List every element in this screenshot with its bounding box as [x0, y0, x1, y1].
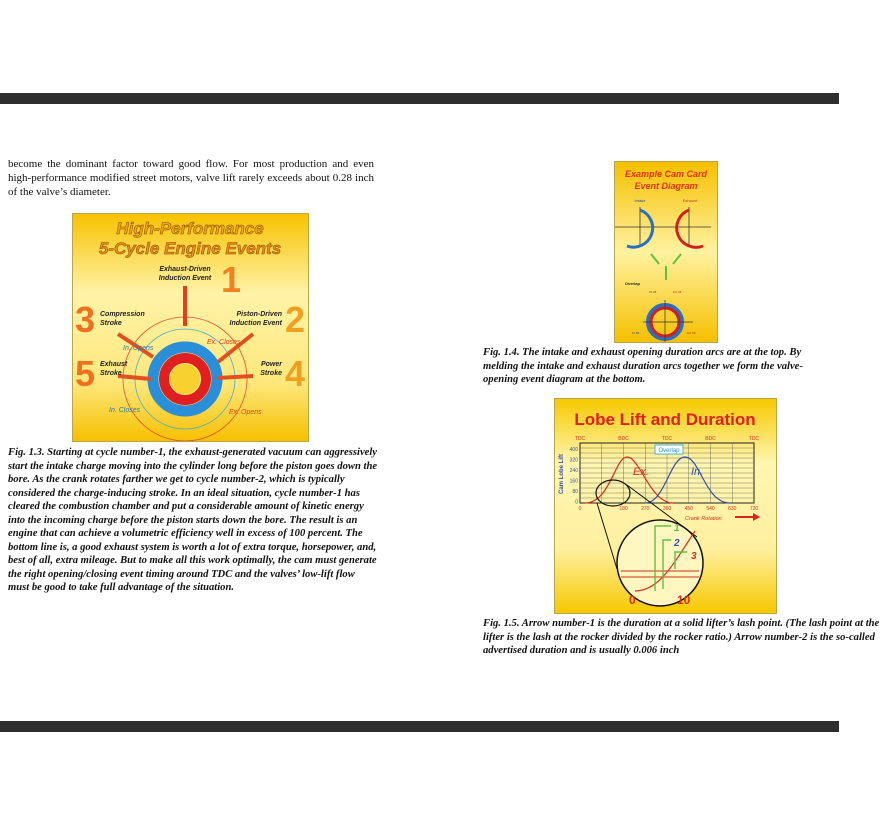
- label-overlap: Overlap: [658, 448, 680, 454]
- cycle-number-5: 5: [74, 353, 96, 394]
- label-induction-event-2: Induction Event: [229, 320, 282, 327]
- top-label: BDC: [618, 436, 629, 442]
- fig13-title-line2: 5-Cycle Engine Events: [98, 239, 282, 258]
- label-ex-opens: Ex. Opens: [229, 409, 262, 416]
- x-axis-label: Crank Rotation: [685, 516, 722, 522]
- figure-1-3-caption: Fig. 1.3. Starting at cycle number-1, the exhaust-generated vacuum can aggressively start the intake charge moving into the cylinder long before the piston goes down the bore. As the crank rotates farther we get to cycle number-2, which is typically considered the charge-inducing stroke. In an ideal situation, cycle number-1 has cleared the combustion chamber and put a considerable amount of kinetic energy into the incoming charge before the piston starts down the bore. The result is an engine that can achieve a volumetric efficiency well in excess of 100 percent. The bottom line is, a good exhaust system is worth a lot of extra torque, horsepower, and, best of all, extra mileage. But to make all this work optimally, the cam must generate the right opening/closing event timing around TDC and the valves’ low-lift flow must be good to take full advantage of the situation.: [8, 447, 378, 593]
- x-tick: 360: [662, 506, 672, 512]
- label-exhaust-driven: Exhaust-Driven: [159, 266, 211, 273]
- arrow-label-2: 2: [674, 538, 680, 549]
- cycle-number-2: 2: [284, 299, 306, 340]
- label-exhaust: Exhaust: [100, 361, 128, 368]
- zoom-tick-0: 0: [629, 593, 636, 607]
- x-tick: 0: [578, 506, 582, 512]
- label-stroke-5: Stroke: [100, 370, 122, 377]
- fig15-title: Lobe Lift and Duration: [574, 410, 756, 429]
- arrow-label-3: 3: [691, 551, 697, 562]
- zoom-tick-10: 10: [677, 593, 691, 607]
- label-stroke-4: Stroke: [260, 370, 282, 377]
- cycle-number-4: 4: [284, 353, 306, 394]
- label-ic: IC 58: [632, 331, 640, 335]
- y-tick: 320: [569, 457, 578, 464]
- fig14-title-line2: Event Diagram: [634, 181, 698, 191]
- figure-1-4-cam-card: [614, 161, 718, 343]
- x-tick: 630: [728, 506, 737, 512]
- label-compression: Compression: [100, 311, 145, 318]
- figure-1-5-caption: Fig. 1.5. Arrow number-1 is the duration at a solid lifter’s lash point. (The lash point at the lifter is the lash at the rocker divided by the rocker ratio.) Arrow number-2 is the so-called advertised duration and is usually 0.006 inch: [483, 618, 880, 656]
- label-in-opens: In. Opens: [123, 345, 154, 352]
- cycle-number-1: 1: [221, 259, 242, 300]
- label-ex-closes: Ex. Closes: [207, 339, 241, 346]
- label-exhaust: Exhaust: [682, 198, 698, 203]
- body-paragraph: become the dominant factor toward good flow. For most production and even high-performance modified street motors, valve lift rarely exceeds about 0.28 inch of the valve’s diameter.: [8, 158, 374, 198]
- y-axis-label: Cam Lobe Lift: [559, 454, 565, 494]
- label-induction-event: Induction Event: [158, 275, 212, 282]
- top-label: BDC: [705, 436, 716, 442]
- y-tick: 0: [575, 499, 578, 506]
- x-tick: 540: [706, 506, 715, 512]
- label-stroke-3: Stroke: [100, 320, 122, 327]
- cycle-number-3: 3: [74, 299, 96, 340]
- label-io: IO 28: [649, 290, 657, 294]
- figure-1-5-lobe-lift: [554, 398, 777, 614]
- x-tick: 720: [749, 506, 759, 512]
- label-in-closes: In. Closes: [109, 407, 141, 414]
- top-label: TDC: [748, 436, 760, 442]
- label-power: Power: [260, 361, 282, 368]
- y-tick: 80: [572, 489, 578, 495]
- label-ec: EC 28: [673, 290, 682, 294]
- y-tick: 400: [569, 447, 578, 453]
- fig14-title-line1: Example Cam Card: [624, 169, 708, 179]
- bottom-dark-band: [0, 721, 839, 732]
- label-ex: Ex.: [633, 466, 649, 478]
- x-tick: 270: [641, 506, 650, 512]
- y-tick: 240: [569, 468, 578, 474]
- top-label: TDC: [574, 436, 586, 442]
- label-eo: EO 58: [687, 331, 696, 335]
- figure-1-4-caption: Fig. 1.4. The intake and exhaust opening duration arcs are at the top. By melding the intake and exhaust duration arcs together we form the valve-opening event diagram at the bottom.: [483, 347, 803, 385]
- figure-1-3-engine-events: [72, 213, 309, 442]
- label-piston-driven: Piston-Driven: [236, 311, 282, 318]
- fig13-title-line1: High-Performance: [116, 219, 264, 238]
- top-dark-band: [0, 93, 839, 104]
- label-in: In.: [691, 466, 704, 478]
- x-tick: 180: [619, 506, 628, 512]
- arrow-label-1: 1: [674, 523, 680, 534]
- label-intake: Intake: [634, 198, 646, 203]
- label-overlap: Overlap: [625, 281, 640, 286]
- x-tick: 450: [684, 506, 693, 512]
- top-label: TDC: [661, 436, 673, 442]
- y-tick: 160: [569, 478, 578, 485]
